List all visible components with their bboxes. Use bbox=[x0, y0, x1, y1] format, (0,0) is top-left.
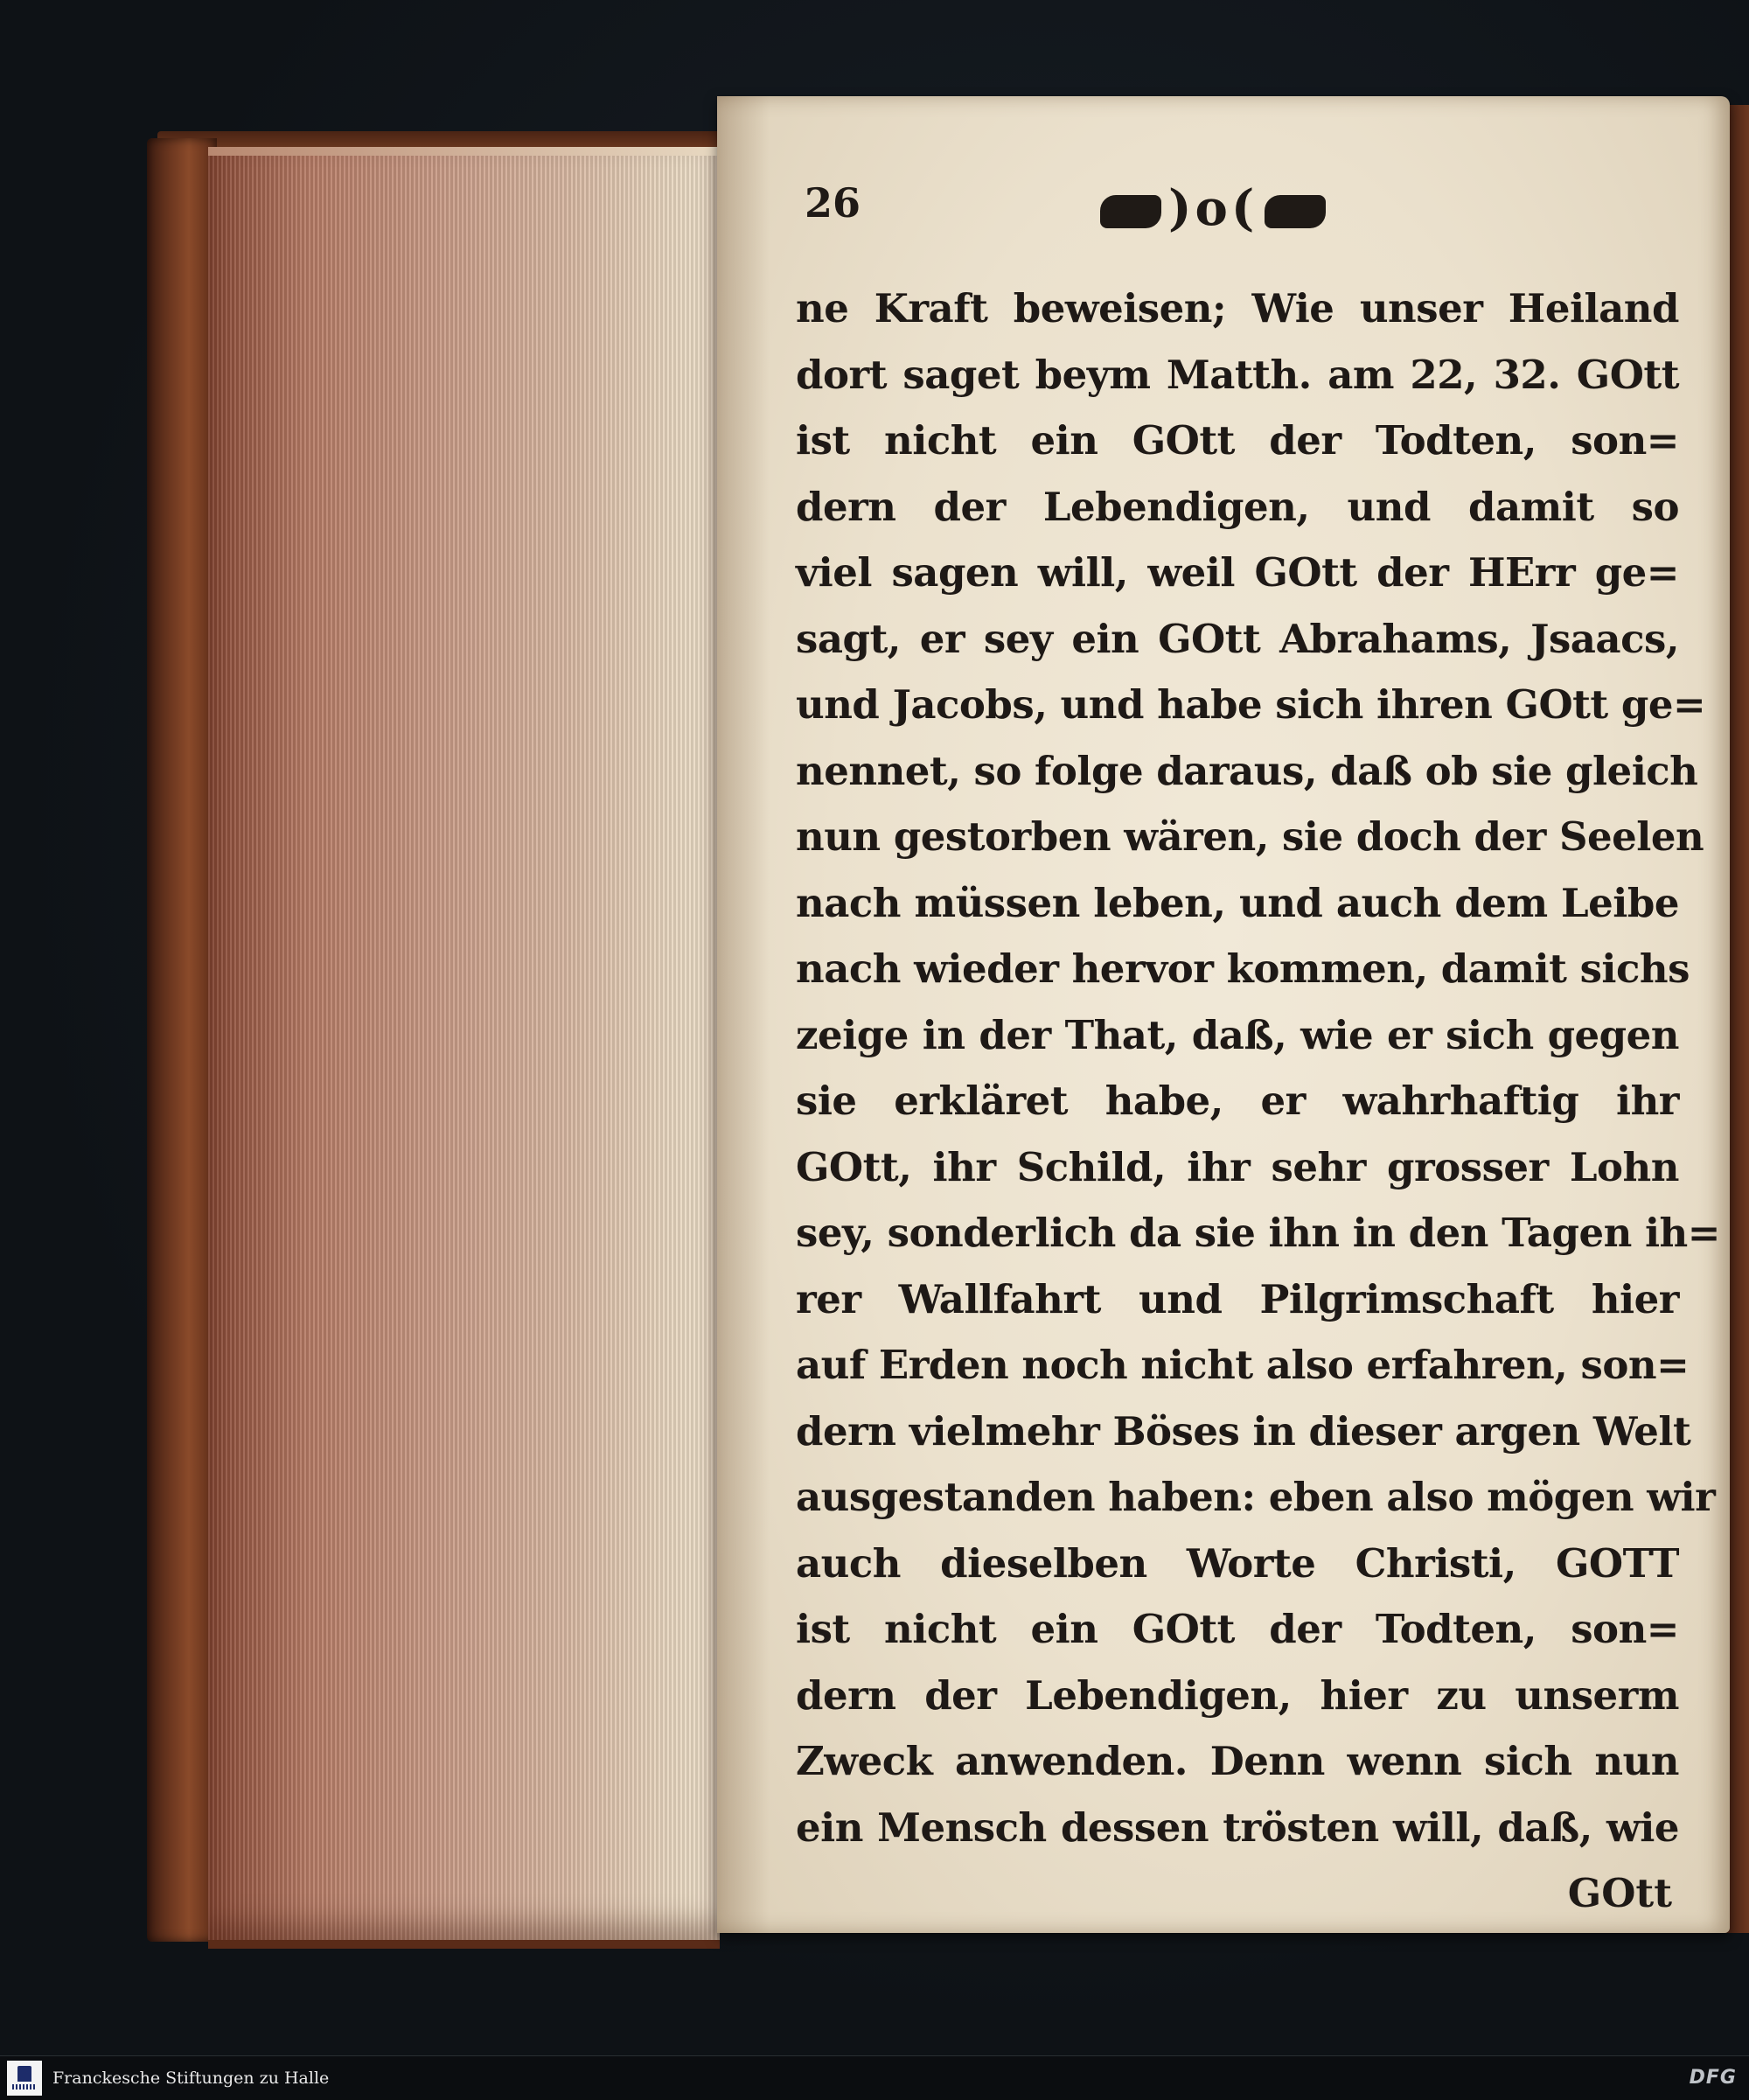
text-line: zeige in der That, daß, wie er sich gegen bbox=[796, 1011, 1679, 1058]
text-line: ne Kraft beweisen; Wie unser Heiland bbox=[796, 285, 1679, 331]
text-line: ein Mensch dessen trösten will, daß, wie bbox=[796, 1803, 1679, 1851]
body-text bbox=[796, 276, 1720, 1926]
text-line: dern der Lebendigen, hier zu unserm bbox=[796, 1671, 1679, 1719]
book-cover-left bbox=[147, 138, 217, 1942]
page-header bbox=[805, 179, 1679, 249]
text-line: nun gestorben wären, sie doch der Seelen bbox=[796, 813, 1704, 860]
page-number: 26 bbox=[805, 179, 861, 227]
text-line: rer Wallfahrt und Pilgrimschaft hier bbox=[796, 1275, 1679, 1322]
text-line: ist nicht ein GOtt der Todten, son= bbox=[796, 417, 1679, 464]
text-line: dern vielmehr Böses in dieser argen Welt bbox=[796, 1407, 1691, 1455]
text-line: nach müssen leben, und auch dem Leibe bbox=[796, 879, 1679, 926]
header-ornament bbox=[1093, 179, 1333, 237]
text-line: viel sagen will, weil GOtt der HErr ge= bbox=[796, 549, 1679, 596]
gutter-shadow bbox=[717, 96, 770, 1933]
text-line: nach wieder hervor kommen, damit sichs bbox=[796, 945, 1690, 992]
text-line: auch dieselben Worte Christi, GOTT bbox=[796, 1539, 1679, 1587]
page-block-fore-edge bbox=[208, 156, 720, 1949]
catchword: GOtt bbox=[1567, 1870, 1672, 1916]
text-line: ist nicht ein GOtt der Todten, son= bbox=[796, 1606, 1679, 1652]
text-line: dern der Lebendigen, und damit so bbox=[796, 483, 1679, 530]
printed-page bbox=[717, 96, 1730, 1933]
text-line: sey, sonderlich da sie ihn in den Tagen ih= bbox=[796, 1210, 1720, 1256]
ornament-right-icon bbox=[1265, 195, 1326, 228]
text-line: sie erkläret habe, er wahrhaftig ihr bbox=[796, 1078, 1679, 1124]
viewer-footer bbox=[0, 2055, 1749, 2100]
text-line: dort saget beym Matth. am 22, 32. GOtt bbox=[796, 351, 1679, 398]
ornament-center: )o( bbox=[1168, 179, 1258, 237]
institution-name[interactable]: Franckesche Stiftungen zu Halle bbox=[52, 2069, 330, 2088]
text-line: Zweck anwenden. Denn wenn sich nun bbox=[796, 1738, 1679, 1784]
text-line: sagt, er sey ein GOtt Abrahams, Jsaacs, bbox=[796, 615, 1679, 662]
text-line: nennet, so folge daraus, daß ob sie gleich bbox=[796, 747, 1698, 794]
text-line: auf Erden noch nicht also erfahren, son= bbox=[796, 1342, 1690, 1388]
text-line: und Jacobs, und habe sich ihren GOtt ge= bbox=[796, 681, 1706, 728]
text-line: GOtt, ihr Schild, ihr sehr grosser Lohn bbox=[796, 1143, 1679, 1190]
institution-logo-icon[interactable] bbox=[7, 2061, 42, 2096]
text-line: ausgestanden haben: eben also mögen wir bbox=[796, 1474, 1716, 1520]
dfg-logo[interactable]: DFG bbox=[1689, 2067, 1737, 2089]
ornament-left-icon bbox=[1100, 195, 1161, 228]
